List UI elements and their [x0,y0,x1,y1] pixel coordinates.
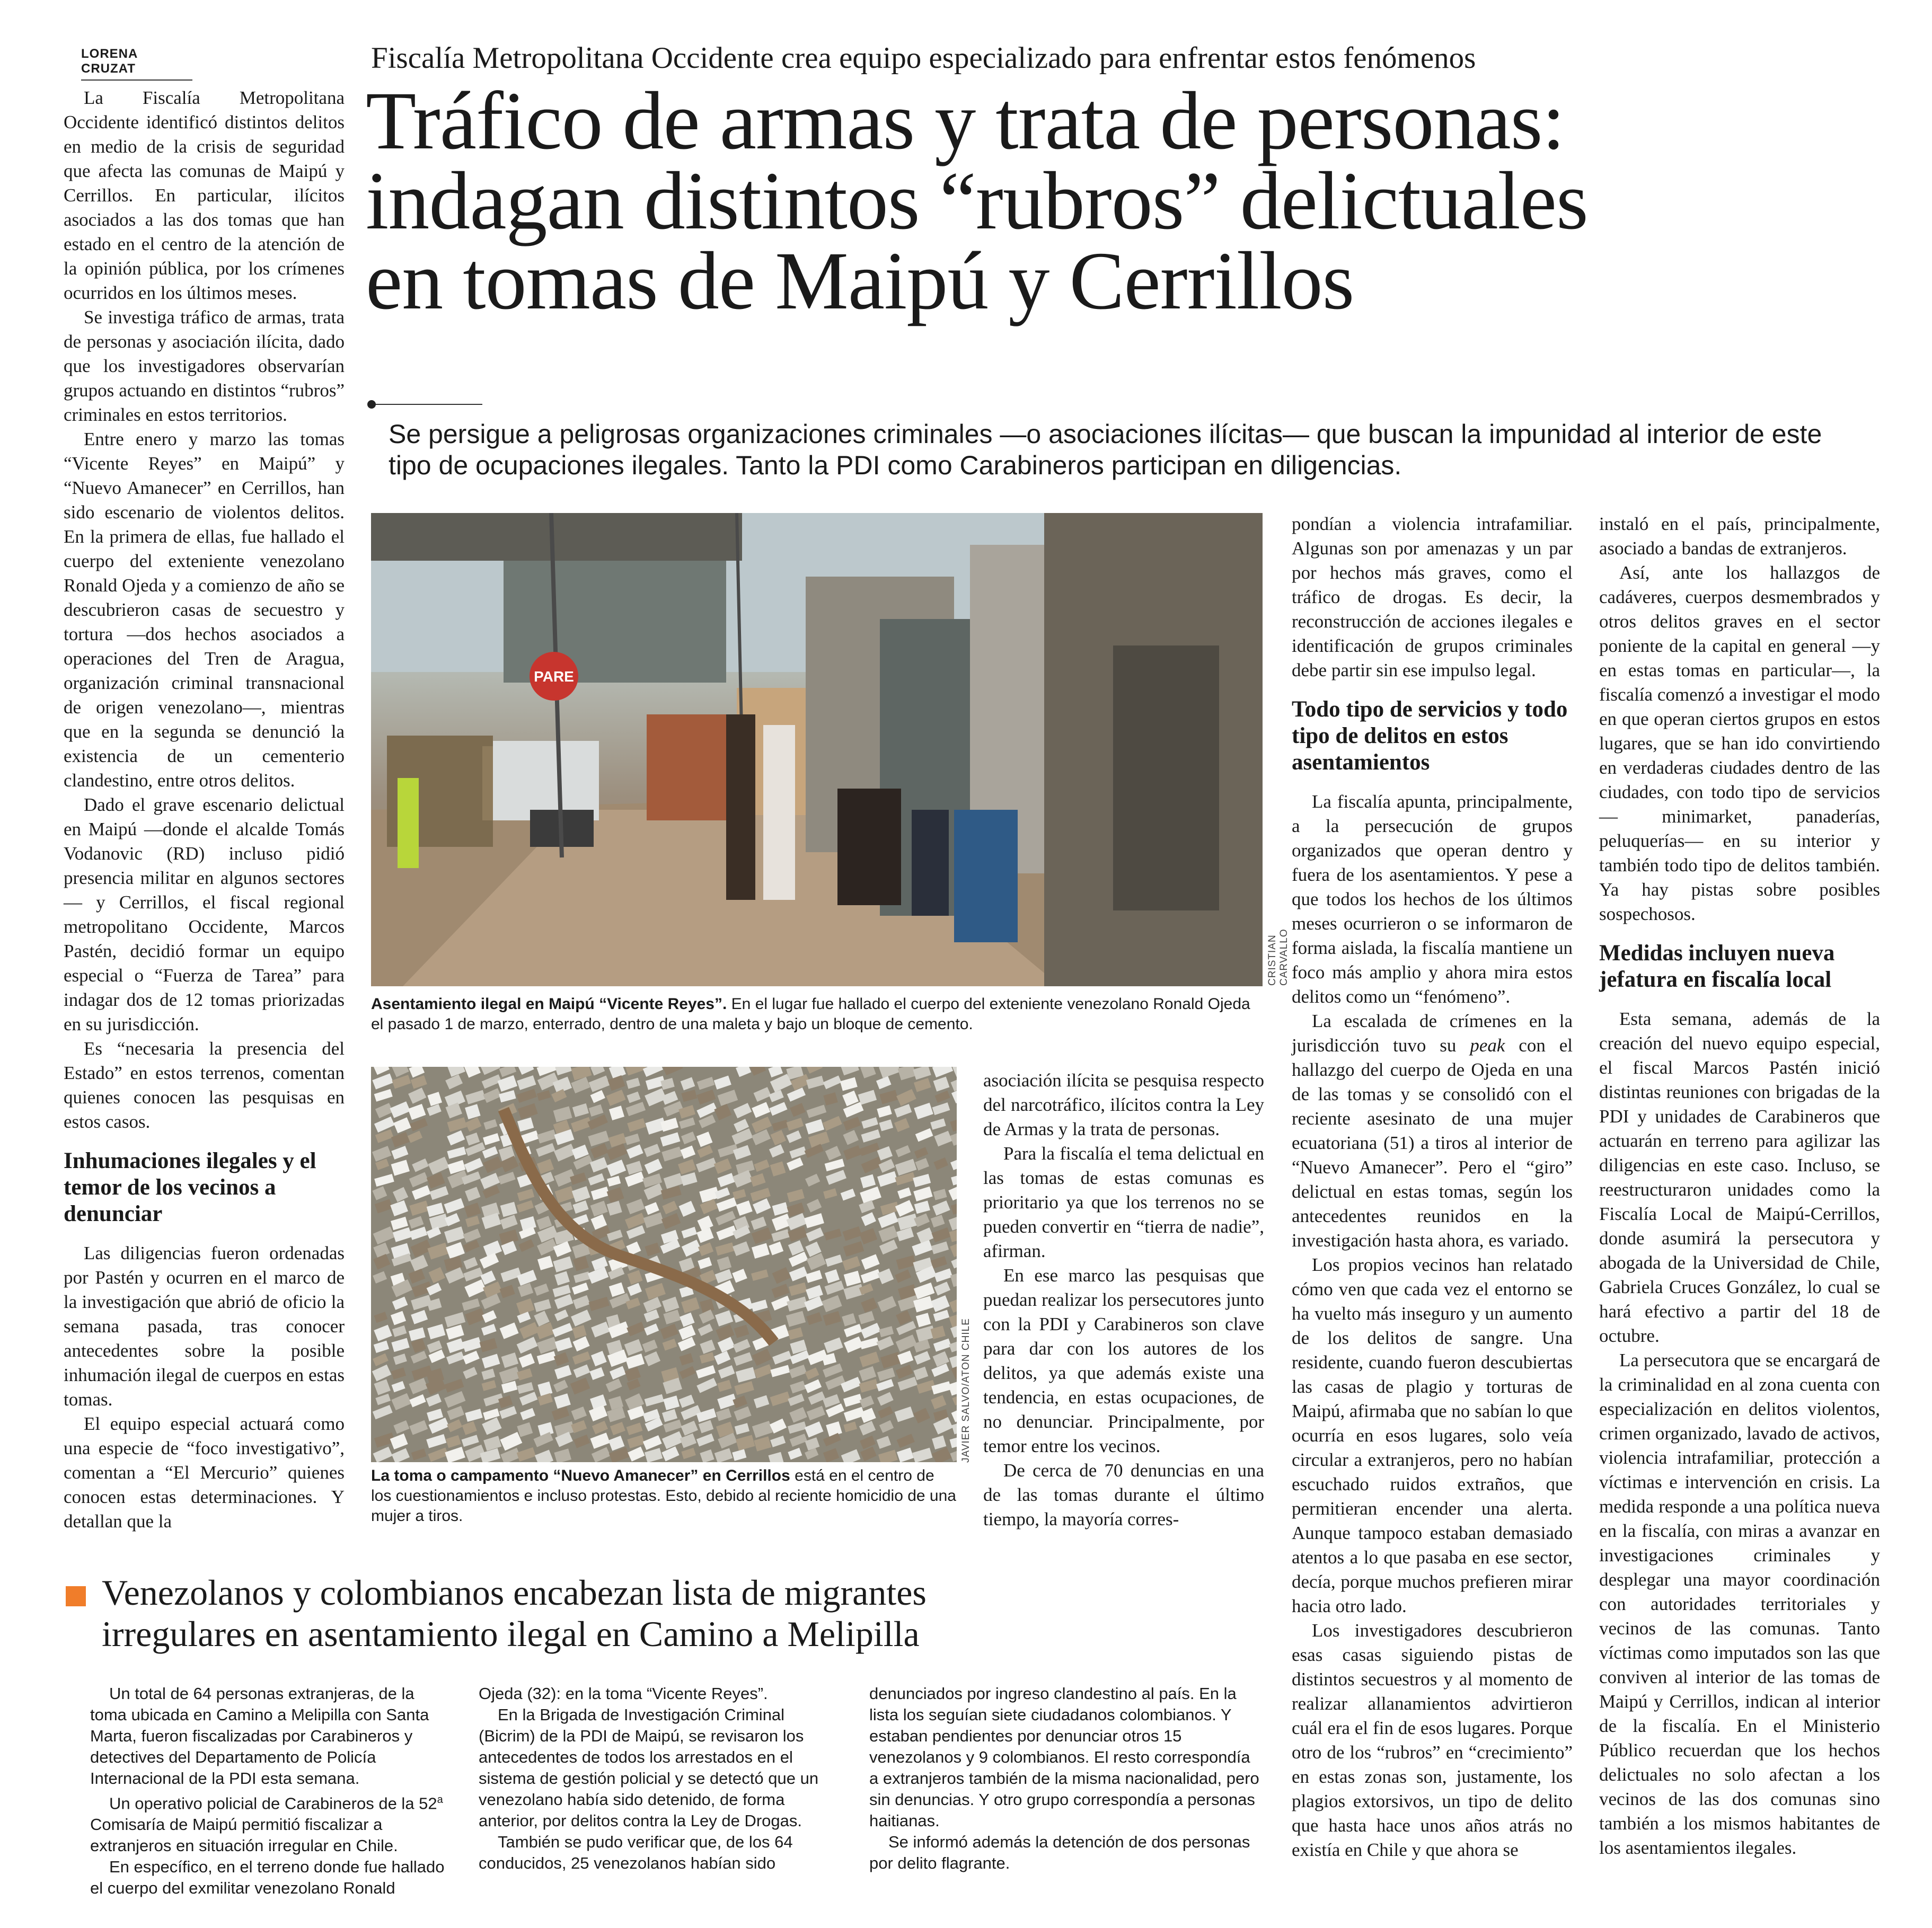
stop-sign-text: PARE [534,668,574,685]
column-5 [1599,512,1880,1860]
photo-credit-2: JAVIER SALVO/ATON CHILE [960,1318,972,1463]
paragraph: Un total de 64 personas extranjeras, de la toma ubicada en Camino a Melipilla con Santa Marta, fueron fiscalizadas por Carabineros y detectives del Departamento de Policía Internacional de la PDI esta semana. [90,1684,429,1788]
caption-1-bold: Asentamiento ilegal en Maipú “Vicente Reyes”. [371,995,727,1013]
paragraph: instaló en el país, principalmente, asociado a bandas de extranjeros. [1599,514,1880,559]
deck: Se persigue a peligrosas organizaciones criminales —o asociaciones ilícitas— que buscan la impunidad al interior de este tipo de ocupaciones ilegales. Tanto la PDI como Carabineros participan en diligencias. [389,419,1822,480]
caption-1 [371,994,1267,1034]
headline [366,75,1588,326]
paragraph: Así, ante los hallazgos de cadáveres, cuerpos desmembrados y otros delitos graves en el sector poniente de la capital en general —y en estas tomas en particular—, la fiscalía comenzó a investigar el modo en que operan ciertos grupos en estos lugares, que se han ido convirtiendo en verdaderas ciudades dentro de las ciudades, con todo tipo de servicios — minimarket, panaderías, peluquerías— en su interior y también todo tipo de delitos también. Ya hay pistas sobre posibles sospechosos. [1599,562,1880,924]
migrants-box-title-line-2: irregulares en asentamiento ilegal en Camino a Melipilla [102,1614,920,1654]
paragraph: Es “necesaria la presencia del Estado” en estos terrenos, comentan quienes conocen las pesquisas en estos casos. [64,1038,345,1132]
paragraph: pondían a violencia intrafamiliar. Algunas son por amenazas y un par por hechos más graves, como el tráfico de drogas. Es decir, la reconstrucción de acciones ilegales e identificación de grupos criminales debe partir sin ese impulso legal. [1292,514,1573,680]
caption-2 [371,1466,958,1526]
photo-settlement-street [371,513,1263,986]
migrants-box-title-line-1: Venezolanos y colombianos encabezan lista de migrantes [102,1572,927,1613]
caption-2-text: está en el centro de los cuestionamientos e incluso protestas. Esto, debido al reciente homicidio de una mujer a tiros. [371,1467,956,1525]
paragraph: asociación ilícita se pesquisa respecto del narcotráfico, ilícitos contra la Ley de Armas y la trata de personas. [983,1070,1264,1139]
paragraph: La Fiscalía Metropolitana Occidente identificó distintos delitos en medio de la crisis de seguridad que afecta las comunas de Maipú y Cerrillos. En particular, ilícitos asociados a las dos tomas que han estado en el centro de la atención de la opinión pública, por los crímenes ocurridos en los últimos meses. [64,87,345,303]
column-3 [983,1068,1264,1532]
paragraph: Esta semana, además de la creación del nuevo equipo especial, el fiscal Marcos Pastén inició distintas reuniones con brigadas de la PDI y unidades de Carabineros que actuarán en terreno para agilizar las diligencias en este caso. Incluso, se reestructuraron unidades como la Fiscalía Local de Maipú-Cerrillos, donde asumirá la persecutora y abogada de la Universidad de Chile, Gabriela Cruces González, lo cual se hará efectivo a partir del 18 de octubre. [1599,1009,1880,1346]
headline-line-2: indagan distintos “rubros” delictuales [366,155,1588,246]
byline: LORENA CRUZAT [81,47,192,81]
paragraph: Entre enero y marzo las tomas “Vicente Reyes” en Maipú” y “Nuevo Amanecer” en Cerrillos, han sido escenario de violentos delitos. En la primera de ellas, fue hallado el cuerpo del exteniente venezolano Ronald Ojeda y a comienzo de año se descubrieron casas de secuestro y tortura —dos hechos asociados a operaciones del Tren de Aragua, organización criminal transnacional de origen venezolano—, mientras que en la segunda se denunció la existencia de un cementerio clandestino, entre otros delitos. [64,429,345,791]
migrants-box-column-3 [869,1683,1261,1874]
migrants-box-column-2 [479,1683,844,1874]
paragraph: En la Brigada de Investigación Criminal (Bicrim) de la PDI de Maipú, se revisaron los antecedentes de todos los arrestados en el sistema de gestión policial y se detectó que un venezolano había sido detenido, de forma anterior, por delitos contra la Ley de Drogas. [479,1705,819,1830]
paragraph: De cerca de 70 denuncias en una de las tomas durante el último tiempo, la mayoría corres- [983,1460,1264,1529]
caption-2-bold: La toma o campamento “Nuevo Amanecer” en Cerrillos [371,1467,790,1484]
paragraph: Ojeda (32): en la toma “Vicente Reyes”. [479,1684,768,1703]
paragraph: La escalada de crímenes en la jurisdicción tuvo su peak con el hallazgo del cuerpo de Ojeda en una de las tomas y se consolidó con el reciente asesinato de una mujer ecuatoriana (51) a tiros al interior de “Nuevo Amanecer”. Pero el “giro” delictual en estas tomas, según los antecedentes reunidos en la investigación hasta ahora, es variado. [1292,1011,1573,1251]
paragraph: La fiscalía apunta, principalmente, a la persecución de grupos organizados que operan dentro y fuera de los asentamientos. Y pese a que todos los hechos de los últimos meses ocurrieron o se informaron de forma aislada, la fiscalía mantiene un foco más amplio y ahora mira estos delitos como un “fenómeno”. [1292,791,1573,1007]
paragraph: Dado el grave escenario delictual en Maipú —donde el alcalde Tomás Vodanovic (RD) incluso pidió presencia militar en algunos sectores— y Cerrillos, el fiscal regional metropolitano Occidente, Marcos Pastén, decidió formar un equipo especial o “Fuerza de Tarea” para indagar dos de 12 tomas priorizadas en su jurisdicción. [64,794,345,1034]
paragraph: En específico, en el terreno donde fue hallado el cuerpo del exmilitar venezolano Ronald [90,1858,445,1898]
subheading: Inhumaciones ilegales y el temor de los vecinos a denunciar [64,1148,316,1226]
photo-aerial-settlement [371,1067,957,1462]
paragraph: Se informó además la detención de dos personas por delito flagrante. [869,1833,1250,1872]
subheading: Medidas incluyen nueva jefatura en fiscalía local [1599,941,1835,992]
paragraph: Los propios vecinos han relatado cómo ven que cada vez el entorno se ha vuelto más inseguro y un aumento de los delitos de sangre. Una residente, cuando fueron descubiertas las casas de plagio y torturas de Maipú, afirmaba que no sabían lo que ocurría en esos lugares, solo veía circular a extranjeros, pero no habían escuchado ruidos extraños, que permitieran encender una alerta. Aunque tampoco estaban demasiado atentos a lo que pasaba en ese sector, decía, porque muchos prefieren mirar hacia otro lado. [1292,1254,1573,1616]
column-1 [64,86,345,1534]
paragraph: La persecutora que se encargará de la criminalidad en al zona cuenta con especialización en delitos violentos, crimen organizado, lavado de activos, violencia intrafamiliar, protección a víctimas e intervención en crisis. La medida responde a una política nueva en la fiscalía, con miras a avanzar en investigaciones criminales y desplegar una mayor coordinación con autoridades territoriales y vecinos de las comunas. Tanto víctimas como imputados son las que conviven al interior de las tomas de Maipú y Cerrillos, indican al interior de la fiscalía. En el Ministerio Público recuerdan que los hechos delictuales no solo afectan a los vecinos de las dos comunas sino también a los mismos habitantes de los asentamientos ilegales. [1599,1350,1880,1858]
subheading: Todo tipo de servicios y todo tipo de delitos en estos asentamientos [1292,697,1568,775]
migrants-box-title [102,1572,1268,1655]
deck-divider [371,404,482,405]
caption-1-text: En el lugar fue hallado el cuerpo del exteniente venezolano Ronald Ojeda el pasado 1 de marzo, enterrado, dentro de una maleta y bajo un bloque de cemento. [371,995,1250,1033]
kicker: Fiscalía Metropolitana Occidente crea equipo especializado para enfrentar estos fenómenos [371,41,1476,75]
paragraph: El equipo especial actuará como una especie de “foco investigativo”, comentan a “El Mercurio” quienes conocen estas determinaciones. Y detallan que la [64,1413,345,1532]
paragraph: Para la fiscalía el tema delictual en las tomas de estas comunas es prioritario ya que los terrenos no se pueden convertir en “tierra de nadie”, afirman. [983,1143,1264,1261]
headline-line-1: Tráfico de armas y trata de personas: [366,75,1565,166]
paragraph: En ese marco las pesquisas que puedan realizar los persecutores junto con la PDI y Carabineros son clave para dar con los autores de los delitos, ya que además existe una tendencia, en estas ocupaciones, de no denunciar. Principalmente, por temor entre los vecinos. [983,1265,1264,1456]
paragraph: También se pudo verificar que, de los 64 conducidos, 25 venezolanos habían sido [479,1833,793,1872]
headline-line-3: en tomas de Maipú y Cerrillos [366,235,1354,326]
migrants-box-marker [66,1586,86,1606]
migrants-box-column-1 [90,1683,453,1899]
photo-credit-1: CRISTIAN CARVALLO [1267,928,1290,986]
paragraph: Un operativo policial de Carabineros de la 52$^a$ Comisaría de Maipú permitió fiscalizar a extranjeros en situación irregular en Chile. [90,1794,443,1855]
paragraph: Las diligencias fueron ordenadas por Pastén y ocurren en el marco de la investigación que abrió de oficio la semana pasada, tras conocer antecedentes sobre la posible inhumación ilegal de cuerpos en estas tomas. [64,1243,345,1410]
deck-divider-dot [367,400,376,409]
paragraph: Se investiga tráfico de armas, trata de personas y asociación ilícita, dado que los investigadores observarían grupos actuando en distintos “rubros” criminales en estos territorios. [64,307,345,425]
paragraph: Los investigadores descubrieron esas casas siguiendo pistas de distintos secuestros y al momento de realizar allanamientos advirtieron cuál era el fin de esos lugares. Porque otro de los “rubros” en “crecimiento” en estas zonas son, justamente, los plagios extorsivos, un tipo de delito que hasta hace unos años atrás no existía en Chile y que ahora se [1292,1620,1573,1860]
paragraph: denunciados por ingreso clandestino al país. En la lista los seguían siete ciudadanos colombianos. Y estaban pendientes por denunciar otros 15 venezolanos y 9 colombianos. El resto correspondía a extranjeros también de la misma nacionalidad, pero sin denuncias. Y otro grupo correspondía a personas haitianas. [869,1684,1259,1830]
column-4 [1292,512,1573,1862]
